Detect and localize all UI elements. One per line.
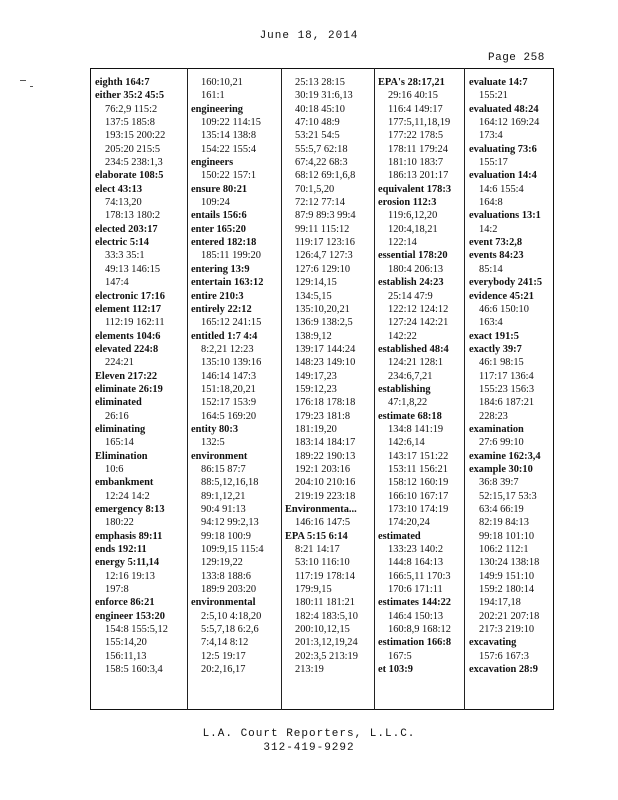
index-entry-refs: 180:11 181:21 [295, 597, 355, 609]
index-entry-refs: 7:4,14 8:12 [201, 637, 249, 649]
index-entry-refs: 159:12,23 [295, 383, 337, 395]
index-entry-term: Elimination [95, 450, 148, 462]
column-divider [187, 68, 188, 710]
index-entry-term: elevated 224:8 [95, 343, 159, 355]
index-entry-refs: 112:19 162:11 [105, 317, 165, 329]
index-entry-refs: 137:5 185:8 [105, 117, 155, 129]
index-entry-refs: 122:14 [388, 237, 417, 249]
index-entry-refs: 40:18 45:10 [295, 103, 345, 115]
index-entry-refs: 173:10 174:19 [388, 504, 449, 515]
index-entry-refs: 149:9 151:10 [479, 570, 535, 582]
index-entry-refs: 179:23 181:8 [295, 410, 351, 422]
index-entry-refs: 174:20,24 [388, 517, 430, 529]
index-entry-refs: 155:17 [479, 157, 508, 169]
index-entry-refs: 158:12 160:19 [388, 477, 449, 489]
index-entry-refs: 202:3,5 213:19 [295, 650, 358, 662]
index-entry-refs: 76:2,9 115:2 [105, 103, 158, 115]
index-entry-refs: 49:13 146:15 [105, 263, 161, 275]
index-entry-refs: 178:13 180:2 [105, 210, 161, 222]
index-entry-refs: 165:14 [105, 437, 134, 449]
index-entry-refs: 134:5,15 [295, 290, 332, 302]
index-entry-refs: 160:8,9 168:12 [388, 624, 451, 636]
index-entry-term: evidence 45:21 [469, 290, 534, 302]
index-entry-refs: 160:10,21 [201, 77, 243, 88]
index-entry-refs: 12:24 14:2 [105, 490, 150, 502]
index-entry-refs: 158:5 160:3,4 [105, 664, 163, 676]
index-entry-term: entered 182:18 [191, 237, 257, 249]
index-entry-refs: 139:17 144:24 [295, 343, 356, 355]
index-column-2 [191, 76, 281, 676]
index-entry-term: emphasis 89:11 [95, 530, 163, 542]
index-entry-term: examination [469, 423, 524, 435]
index-entry-term: establish 24:23 [378, 277, 444, 289]
index-entry-refs: 228:23 [479, 410, 508, 422]
index-entry-term: excavation 28:9 [469, 664, 538, 676]
index-entry-refs: 109:9,15 115:4 [201, 544, 264, 556]
index-entry-refs: 46:6 150:10 [479, 303, 529, 315]
index-entry-refs: 47:1,8,22 [388, 397, 428, 409]
scan-speck [20, 80, 26, 81]
index-entry-refs: 219:19 223:18 [295, 490, 356, 502]
index-entry-refs: 8:21 14:17 [295, 544, 340, 556]
index-entry-refs: 148:23 149:10 [295, 357, 356, 369]
index-entry-term: established 48:4 [378, 343, 449, 355]
index-entry-refs: 99:18 101:10 [479, 530, 535, 542]
index-entry-refs: 26:16 [105, 410, 129, 422]
index-entry-refs: 63:4 66:19 [479, 504, 524, 515]
index-column-1 [95, 76, 185, 676]
index-entry-term: estimated [378, 530, 421, 542]
index-entry-term: evaluated 48:24 [469, 103, 539, 115]
index-entry-refs: 72:12 77:14 [295, 197, 345, 209]
index-entry-refs: 185:11 199:20 [201, 250, 261, 262]
index-entry-refs: 138:9,12 [295, 330, 332, 342]
index-entry-term: establishing [378, 383, 431, 395]
index-entry-refs: 159:2 180:14 [479, 584, 535, 596]
index-entry-refs: 122:12 124:12 [388, 303, 449, 315]
index-entry-refs: 89:1,12,21 [201, 490, 246, 502]
index-entry-refs: 224:21 [105, 357, 134, 369]
index-entry-refs: 14:2 [479, 223, 498, 235]
index-entry-term: eliminated [95, 397, 142, 409]
index-entry-term: entitled 1:7 4:4 [191, 330, 258, 342]
index-entry-refs: 165:12 241:15 [201, 317, 262, 329]
index-entry-term: EPA's 28:17,21 [378, 77, 445, 88]
index-entry-term: enforce 86:21 [95, 597, 155, 609]
index-entry-refs: 163:4 [479, 317, 503, 329]
index-entry-refs: 36:8 39:7 [479, 477, 519, 489]
index-entry-refs: 134:8 141:19 [388, 423, 444, 435]
index-entry-term: eliminating [95, 423, 146, 435]
index-entry-refs: 146:16 147:5 [295, 517, 351, 529]
index-entry-term: excavating [469, 637, 517, 649]
index-entry-term: entertain 163:12 [191, 277, 264, 289]
index-entry-refs: 213:19 [295, 664, 324, 676]
index-entry-refs: 167:5 [388, 650, 412, 662]
index-entry-refs: 25:14 47:9 [388, 290, 433, 302]
index-entry-refs: 74:13,20 [105, 197, 142, 209]
index-entry-term: examine 162:3,4 [469, 450, 541, 462]
index-entry-term: entirely 22:12 [191, 303, 252, 315]
index-entry-refs: 154:8 155:5,12 [105, 624, 168, 636]
scan-speck [30, 86, 33, 87]
index-entry-refs: 12:5 19:17 [201, 650, 246, 662]
index-entry-term: electric 5:14 [95, 237, 149, 249]
index-entry-refs: 192:1 203:16 [295, 463, 351, 475]
index-entry-term: essential 178:20 [378, 250, 448, 262]
index-entry-term: entity 80:3 [191, 423, 239, 435]
index-entry-refs: 197:8 [105, 584, 129, 596]
index-entry-refs: 181:19,20 [295, 423, 337, 435]
index-entry-refs: 149:17,23 [295, 370, 337, 382]
index-entry-refs: 135:14 138:8 [201, 130, 257, 142]
index-entry-refs: 116:4 149:17 [388, 103, 443, 115]
index-entry-refs: 12:16 19:13 [105, 570, 155, 582]
page-number: Page 258 [488, 52, 545, 64]
index-entry-refs: 180:22 [105, 517, 134, 529]
index-entry-refs: 109:24 [201, 197, 230, 209]
index-entry-refs: 29:16 40:15 [388, 90, 438, 102]
index-entry-refs: 146:14 147:3 [201, 370, 257, 382]
index-entry-refs: 130:24 138:18 [479, 557, 540, 569]
index-entry-refs: 176:18 178:18 [295, 397, 356, 409]
index-entry-refs: 155:14,20 [105, 637, 147, 649]
index-entry-refs: 154:22 155:4 [201, 143, 257, 155]
index-entry-term: evaluate 14:7 [469, 77, 528, 88]
index-entry-term: embankment [95, 477, 154, 489]
court-reporter-name: L.A. Court Reporters, L.L.C. [202, 728, 416, 740]
index-column-4 [378, 76, 468, 676]
index-entry-term: equivalent 178:3 [378, 183, 452, 195]
index-entry-refs: 178:11 179:24 [388, 143, 448, 155]
index-entry-term: emergency 8:13 [95, 504, 165, 515]
index-entry-refs: 14:6 155:4 [479, 183, 524, 195]
index-entry-refs: 153:11 156:21 [388, 463, 448, 475]
index-entry-refs: 234:5 238:1,3 [105, 157, 163, 169]
index-entry-refs: 204:10 210:16 [295, 477, 356, 489]
index-entry-refs: 201:3,12,19,24 [295, 637, 358, 649]
index-entry-term: element 112:17 [95, 303, 162, 315]
index-entry-term: events 84:23 [469, 250, 524, 262]
index-entry-refs: 135:10,20,21 [295, 303, 350, 315]
index-entry-refs: 129:14,15 [295, 277, 337, 289]
index-entry-refs: 143:17 151:22 [388, 450, 449, 462]
index-entry-refs: 129:19,22 [201, 557, 243, 569]
index-entry-refs: 25:13 28:15 [295, 77, 345, 88]
index-entry-refs: 27:6 99:10 [479, 437, 524, 449]
index-entry-refs: 202:21 207:18 [479, 610, 540, 622]
index-entry-refs: 146:4 150:13 [388, 610, 444, 622]
index-entry-refs: 133:23 140:2 [388, 544, 444, 556]
index-entry-refs: 20:2,16,17 [201, 664, 246, 676]
index-entry-term: ensure 80:21 [191, 183, 248, 195]
index-entry-refs: 132:5 [201, 437, 225, 449]
index-entry-refs: 183:14 184:17 [295, 437, 356, 449]
court-reporter-phone: 312-419-9292 [263, 742, 355, 754]
index-entry-term: eighth 164:7 [95, 77, 150, 88]
index-entry-refs: 109:22 114:15 [201, 117, 261, 129]
index-entry-refs: 161:1 [201, 90, 225, 102]
index-entry-refs: 170:6 171:11 [388, 584, 443, 596]
index-entry-refs: 147:4 [105, 277, 129, 289]
index-entry-term: exactly 39:7 [469, 343, 522, 355]
index-entry-refs: 177:22 178:5 [388, 130, 444, 142]
index-entry-refs: 151:18,20,21 [201, 383, 256, 395]
index-entry-refs: 193:15 200:22 [105, 130, 166, 142]
index-entry-refs: 87:9 89:3 99:4 [295, 210, 356, 222]
index-entry-refs: 179:9,15 [295, 584, 332, 596]
index-entry-refs: 164:12 169:24 [479, 117, 540, 129]
index-entry-refs: 106:2 112:1 [479, 544, 529, 556]
index-entry-term: either 35:2 45:5 [95, 90, 165, 102]
index-entry-term: estimation 166:8 [378, 637, 452, 649]
index-entry-term: elements 104:6 [95, 330, 161, 342]
column-divider [281, 68, 282, 710]
index-entry-refs: 117:17 136:4 [479, 370, 534, 382]
index-entry-refs: 182:4 183:5,10 [295, 610, 358, 622]
index-entry-term: erosion 112:3 [378, 197, 437, 209]
index-entry-refs: 136:9 138:2,5 [295, 317, 353, 329]
index-entry-refs: 135:10 139:16 [201, 357, 262, 369]
index-entry-refs: 88:5,12,16,18 [201, 477, 259, 489]
index-entry-term: EPA 5:15 6:14 [285, 530, 348, 542]
index-entry-term: environment [191, 450, 248, 462]
index-entry-term: entire 210:3 [191, 290, 244, 302]
index-entry-refs: 155:21 [479, 90, 508, 102]
index-entry-term: evaluating 73:6 [469, 143, 537, 155]
index-entry-refs: 52:15,17 53:3 [479, 490, 537, 502]
transcript-date: June 18, 2014 [259, 30, 359, 42]
index-entry-refs: 30:19 31:6,13 [295, 90, 353, 102]
index-entry-refs: 173:4 [479, 130, 503, 142]
index-entry-term: evaluation 14:4 [469, 170, 537, 182]
index-entry-term: estimates 144:22 [378, 597, 452, 609]
index-entry-refs: 86:15 87:7 [201, 463, 246, 475]
index-entry-term: Eleven 217:22 [95, 370, 158, 382]
index-entry-refs: 194:17,18 [479, 597, 521, 609]
index-entry-refs: 150:22 157:1 [201, 170, 257, 182]
index-entry-refs: 142:6,14 [388, 437, 425, 449]
index-entry-term: entering 13:9 [191, 263, 250, 275]
index-entry-refs: 189:22 190:13 [295, 450, 356, 462]
index-entry-refs: 67:4,22 68:3 [295, 157, 348, 169]
index-entry-refs: 127:24 142:21 [388, 317, 449, 329]
index-entry-refs: 90:4 91:13 [201, 504, 246, 515]
index-entry-refs: 120:4,18,21 [388, 223, 438, 235]
index-entry-refs: 205:20 215:5 [105, 143, 161, 155]
index-entry-refs: 152:17 153:9 [201, 397, 257, 409]
index-entry-refs: 133:8 188:6 [201, 570, 251, 582]
index-entry-term: event 73:2,8 [469, 237, 523, 249]
index-entry-refs: 117:19 178:14 [295, 570, 355, 582]
index-entry-term: elect 43:13 [95, 183, 143, 195]
index-entry-refs: 166:5,11 170:3 [388, 570, 451, 582]
index-entry-term: estimate 68:18 [378, 410, 442, 422]
index-column-3 [285, 76, 375, 676]
index-entry-refs: 126:4,7 127:3 [295, 250, 353, 262]
index-entry-term: engineer 153:20 [95, 610, 165, 622]
index-entry-refs: 5:5,7,18 6:2,6 [201, 624, 259, 636]
index-entry-term: energy 5:11,14 [95, 557, 160, 569]
index-entry-refs: 144:8 164:13 [388, 557, 444, 569]
index-entry-term: enter 165:20 [191, 223, 246, 235]
index-entry-term: example 30:10 [469, 463, 533, 475]
index-entry-refs: 157:6 167:3 [479, 650, 529, 662]
index-entry-refs: 142:22 [388, 330, 417, 342]
index-entry-refs: 33:3 35:1 [105, 250, 145, 262]
index-entry-refs: 70:1,5,20 [295, 183, 335, 195]
index-entry-term: electronic 17:16 [95, 290, 165, 302]
index-entry-refs: 55:5,7 62:18 [295, 143, 348, 155]
index-entry-refs: 53:10 116:10 [295, 557, 350, 569]
index-entry-term: elaborate 108:5 [95, 170, 164, 182]
index-entry-term: evaluations 13:1 [469, 210, 541, 222]
index-entry-refs: 46:1 98:15 [479, 357, 524, 369]
index-entry-refs: 47:10 48:9 [295, 117, 340, 129]
index-entry-refs: 94:12 99:2,13 [201, 517, 259, 529]
index-entry-refs: 164:8 [479, 197, 503, 209]
index-entry-term: eliminate 26:19 [95, 383, 163, 395]
index-entry-refs: 181:10 183:7 [388, 157, 444, 169]
index-entry-refs: 186:13 201:17 [388, 170, 449, 182]
index-entry-refs: 180:4 206:13 [388, 263, 444, 275]
index-entry-refs: 234:6,7,21 [388, 370, 433, 382]
index-entry-refs: 53:21 54:5 [295, 130, 340, 142]
index-entry-term: everybody 241:5 [469, 277, 543, 289]
index-entry-term: elected 203:17 [95, 223, 158, 235]
index-entry-term: Environmenta... [285, 504, 357, 515]
index-entry-term: ends 192:11 [95, 544, 147, 556]
index-entry-refs: 68:12 69:1,6,8 [295, 170, 356, 182]
index-entry-refs: 99:18 100:9 [201, 530, 251, 542]
index-entry-refs: 99:11 115:12 [295, 223, 350, 235]
index-entry-term: engineering [191, 103, 243, 115]
index-entry-refs: 2:5,10 4:18,20 [201, 610, 262, 622]
index-entry-refs: 119:6,12,20 [388, 210, 438, 222]
index-entry-term: exact 191:5 [469, 330, 519, 342]
index-entry-term: entails 156:6 [191, 210, 247, 222]
index-column-5 [469, 76, 559, 676]
index-entry-refs: 127:6 129:10 [295, 263, 351, 275]
index-entry-refs: 155:23 156:3 [479, 383, 535, 395]
index-entry-term: et 103:9 [378, 664, 413, 676]
index-entry-refs: 184:6 187:21 [479, 397, 535, 409]
index-entry-refs: 166:10 167:17 [388, 490, 449, 502]
index-entry-term: engineers [191, 157, 234, 169]
index-entry-refs: 82:19 84:13 [479, 517, 529, 529]
index-entry-refs: 164:5 169:20 [201, 410, 257, 422]
index-entry-refs: 119:17 123:16 [295, 237, 355, 249]
index-entry-refs: 85:14 [479, 263, 503, 275]
index-entry-refs: 10:6 [105, 463, 124, 475]
index-entry-refs: 217:3 219:10 [479, 624, 535, 636]
index-entry-refs: 124:21 128:1 [388, 357, 444, 369]
index-entry-refs: 189:9 203:20 [201, 584, 257, 596]
index-entry-refs: 177:5,11,18,19 [388, 117, 451, 129]
index-entry-term: environmental [191, 597, 256, 609]
index-entry-refs: 200:10,12,15 [295, 624, 350, 636]
index-entry-refs: 156:11,13 [105, 650, 147, 662]
index-entry-refs: 8:2,21 12:23 [201, 343, 254, 355]
